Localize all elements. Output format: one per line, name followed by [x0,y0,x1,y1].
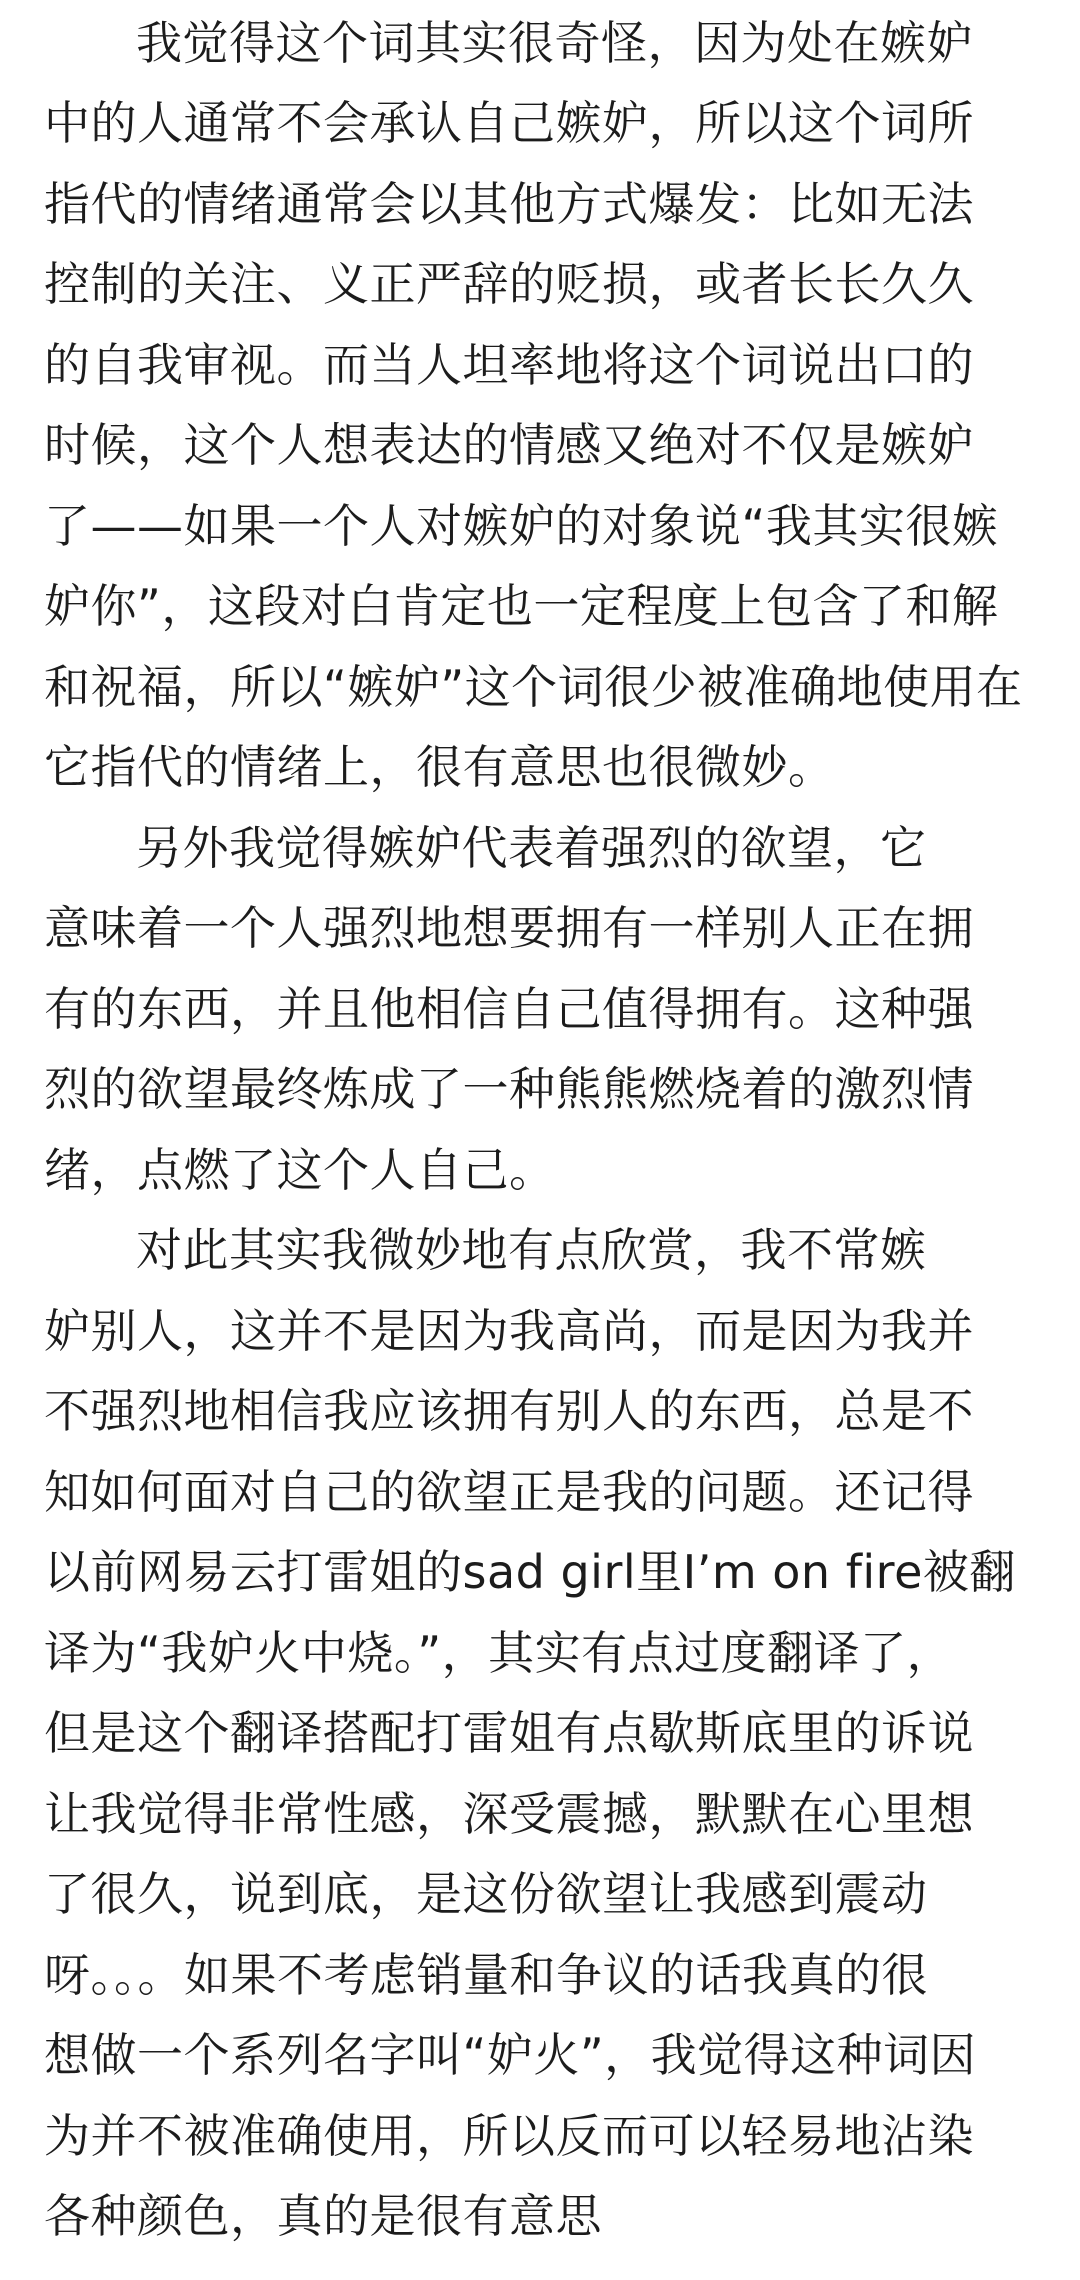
text-line: 各种颜色，真的是很有意思 [44,2189,602,2243]
text-line: 译为“我妒火中烧。”，其实有点过度翻译了， [44,1625,954,1680]
text-line: 让我觉得非常性感，深受震撼，默默在心里想 [44,1786,974,1841]
text-line: 烈的欲望最终炼成了一种熊熊燃烧着的激烈情 [44,1062,974,1116]
text-line: 了很久，说到底，是这份欲望让我感到震动 [44,1867,928,1921]
paragraph-start-line: 我觉得这个词其实很奇怪，因为处在嫉妒 [136,15,973,70]
text-line: 意味着一个人强烈地想要拥有一样别人正在拥 [44,901,974,955]
paragraph-start-line: 另外我觉得嫉妒代表着强烈的欲望，它 [136,820,927,875]
text-line: 绪，点燃了这个人自己。 [44,1142,556,1197]
text-line: 了——如果一个人对嫉妒的对象说“我其实很嫉 [44,498,999,553]
text-line: 想做一个系列名字叫“妒火”，我觉得这种词因 [44,2028,977,2082]
article-body [44,0,1050,2257]
text-line: 但是这个翻译搭配打雷姐有点歇斯底里的诉说 [44,1706,974,1760]
text-line: 时候，这个人想表达的情感又绝对不仅是嫉妒 [44,418,974,472]
text-line: 指代的情绪通常会以其他方式爆发：比如无法 [44,176,974,231]
text-line: 妒你”，这段对白肯定也一定程度上包含了和解 [44,579,999,633]
text-line: 有的东西，并且他相信自己值得拥有。这种强 [44,981,974,1036]
text-line: 为并不被准确使用，所以反而可以轻易地沾染 [44,2108,974,2163]
text-line: 妒别人，这并不是因为我高尚，而是因为我并 [44,1303,974,1358]
text-line: 和祝福，所以“嫉妒”这个词很少被准确地使用在 [44,659,1023,714]
text-line: 的自我审视。而当人坦率地将这个词说出口的 [44,337,974,392]
text-line: 不强烈地相信我应该拥有别人的东西，总是不 [44,1384,974,1438]
text-line: 呀。。。如果不考虑销量和争议的话我真的很 [44,1947,928,2002]
text-line: 控制的关注、义正严辞的贬损，或者长长久久 [44,257,974,311]
text-line: 以前网易云打雷姐的sad girl里I’m on fire被翻 [44,1545,1016,1599]
text-line: 它指代的情绪上，很有意思也很微妙。 [44,740,835,794]
text-line: 中的人通常不会承认自己嫉妒，所以这个词所 [44,96,974,150]
paragraph-start-line: 对此其实我微妙地有点欣赏，我不常嫉 [136,1223,927,1277]
text-line: 知如何面对自己的欲望正是我的问题。还记得 [44,1464,974,1519]
